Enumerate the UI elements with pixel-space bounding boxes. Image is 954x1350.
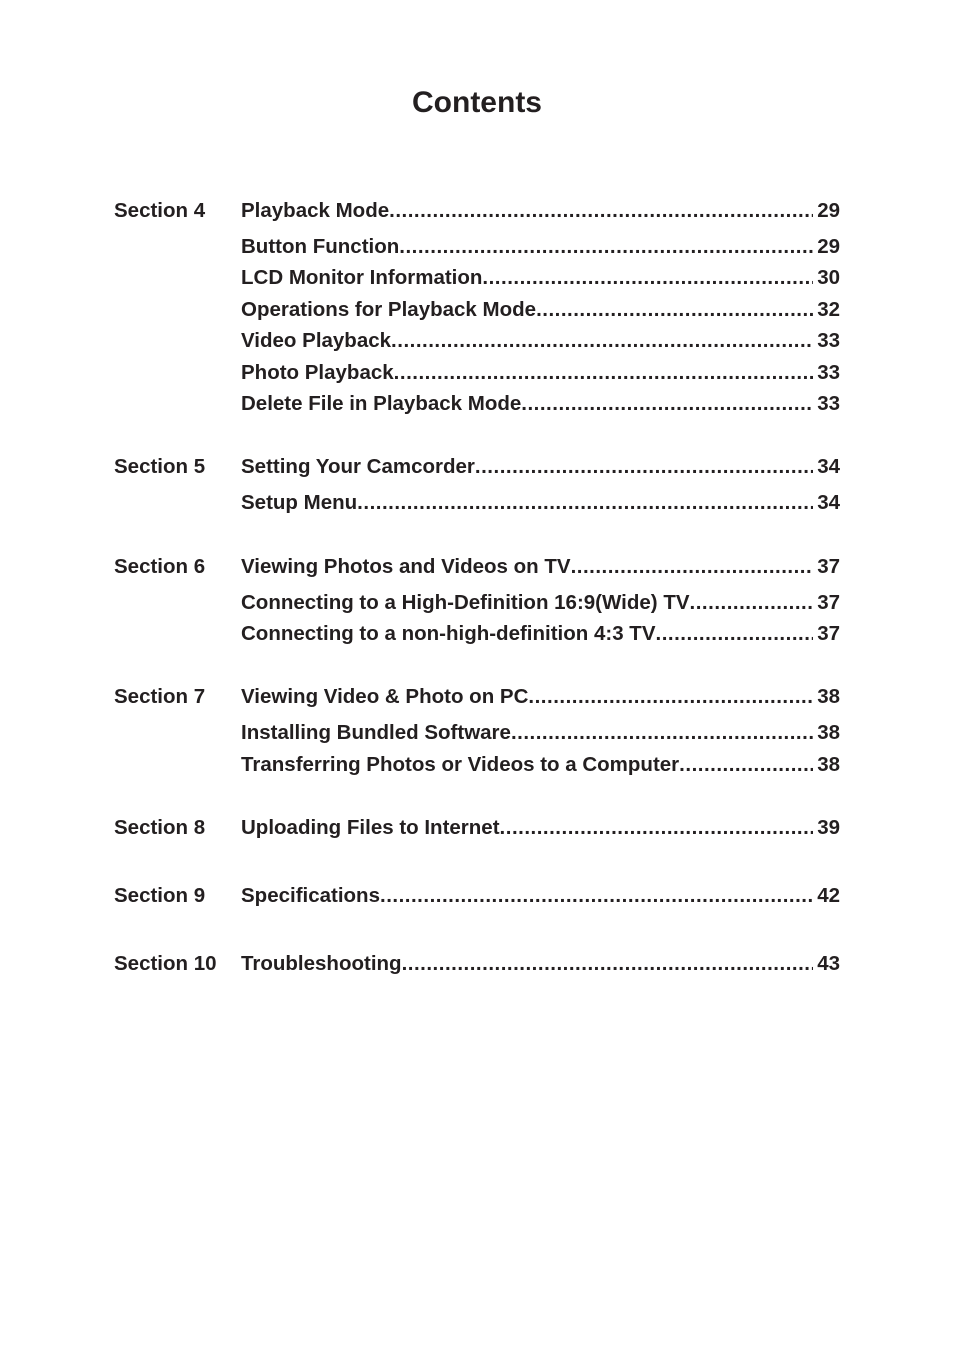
entry-page: 34	[817, 455, 840, 478]
dot-leader	[399, 233, 813, 261]
section-label: Section 9	[114, 884, 206, 907]
toc-entry[interactable]	[241, 814, 840, 842]
toc-entry[interactable]	[241, 489, 840, 517]
entry-title: Connecting to a High-Definition 16:9(Wide) TV	[241, 591, 690, 614]
entry-page: 39	[817, 816, 840, 839]
toc-row	[0, 683, 954, 711]
toc-entry[interactable]	[241, 553, 840, 581]
entry-title: Operations for Playback Mode	[241, 298, 537, 321]
entry-page: 38	[817, 685, 840, 708]
section-label: Section 8	[114, 816, 206, 839]
entry-page: 29	[817, 235, 840, 258]
toc-entry[interactable]	[241, 719, 840, 747]
entry-page: 37	[817, 591, 840, 614]
entry-title: Viewing Video & Photo on PC	[241, 685, 529, 708]
toc-entry[interactable]	[241, 233, 840, 261]
toc-row	[0, 620, 954, 648]
toc-row	[0, 751, 954, 779]
section-label: Section 5	[114, 455, 206, 478]
toc-row	[0, 327, 954, 355]
dot-leader	[690, 589, 814, 617]
dot-leader	[357, 489, 813, 517]
dot-leader	[482, 264, 813, 292]
toc-entry[interactable]	[241, 296, 840, 324]
section-label: Section 7	[114, 685, 206, 708]
entry-page: 33	[817, 392, 840, 415]
entry-page: 38	[817, 721, 840, 744]
entry-page: 37	[817, 622, 840, 645]
dot-leader	[475, 453, 813, 481]
toc-row	[0, 814, 954, 842]
dot-leader	[679, 751, 813, 779]
dot-leader	[394, 359, 814, 387]
toc-row	[0, 233, 954, 261]
section-label: Section 10	[114, 952, 217, 975]
entry-title: Playback Mode	[241, 199, 390, 222]
toc-row	[0, 589, 954, 617]
entry-title: Transferring Photos or Videos to a Computer	[241, 753, 680, 776]
toc-entry[interactable]	[241, 751, 840, 779]
entry-title: Uploading Files to Internet	[241, 816, 500, 839]
entry-title: LCD Monitor Information	[241, 266, 483, 289]
entry-title: Viewing Photos and Videos on TV	[241, 555, 571, 578]
toc-entry[interactable]	[241, 620, 840, 648]
toc-entry[interactable]	[241, 390, 840, 418]
dot-leader	[656, 620, 814, 648]
toc-row	[0, 489, 954, 517]
toc-row	[0, 453, 954, 481]
toc-entry[interactable]	[241, 264, 840, 292]
section-label: Section 4	[114, 199, 206, 222]
toc-entry[interactable]	[241, 882, 840, 910]
dot-leader	[571, 553, 814, 581]
dot-leader	[380, 882, 813, 910]
dot-leader	[521, 390, 813, 418]
toc-entry[interactable]	[241, 589, 840, 617]
entry-title: Photo Playback	[241, 361, 394, 384]
page-title: Contents	[412, 86, 542, 119]
toc-row	[0, 264, 954, 292]
entry-title: Connecting to a non-high-definition 4:3 TV	[241, 622, 656, 645]
entry-title: Setting Your Camcorder	[241, 455, 475, 478]
toc-row	[0, 359, 954, 387]
entry-title: Button Function	[241, 235, 400, 258]
dot-leader	[500, 814, 814, 842]
entry-page: 32	[817, 298, 840, 321]
toc-row	[0, 950, 954, 978]
dot-leader	[528, 683, 813, 711]
entry-page: 33	[817, 361, 840, 384]
toc-entry[interactable]	[241, 197, 840, 225]
toc-row	[0, 553, 954, 581]
entry-page: 38	[817, 753, 840, 776]
dot-leader	[511, 719, 813, 747]
toc-entry[interactable]	[241, 950, 840, 978]
entry-page: 43	[817, 952, 840, 975]
toc-entry[interactable]	[241, 359, 840, 387]
entry-title: Installing Bundled Software	[241, 721, 511, 744]
toc-row	[0, 390, 954, 418]
entry-title: Specifications	[241, 884, 380, 907]
entry-page: 42	[817, 884, 840, 907]
entry-title: Setup Menu	[241, 491, 358, 514]
toc-entry[interactable]	[241, 453, 840, 481]
toc-row	[0, 719, 954, 747]
dot-leader	[536, 296, 813, 324]
entry-page: 37	[817, 555, 840, 578]
entry-title: Video Playback	[241, 329, 392, 352]
section-label: Section 6	[114, 555, 206, 578]
entry-title: Troubleshooting	[241, 952, 402, 975]
toc-entry[interactable]	[241, 683, 840, 711]
dot-leader	[391, 327, 813, 355]
entry-page: 33	[817, 329, 840, 352]
entry-page: 30	[817, 266, 840, 289]
entry-page: 29	[817, 199, 840, 222]
toc-entry[interactable]	[241, 327, 840, 355]
dot-leader	[389, 197, 813, 225]
dot-leader	[402, 950, 814, 978]
toc-row	[0, 197, 954, 225]
entry-page: 34	[817, 491, 840, 514]
toc-row	[0, 296, 954, 324]
toc-row	[0, 882, 954, 910]
entry-title: Delete File in Playback Mode	[241, 392, 522, 415]
